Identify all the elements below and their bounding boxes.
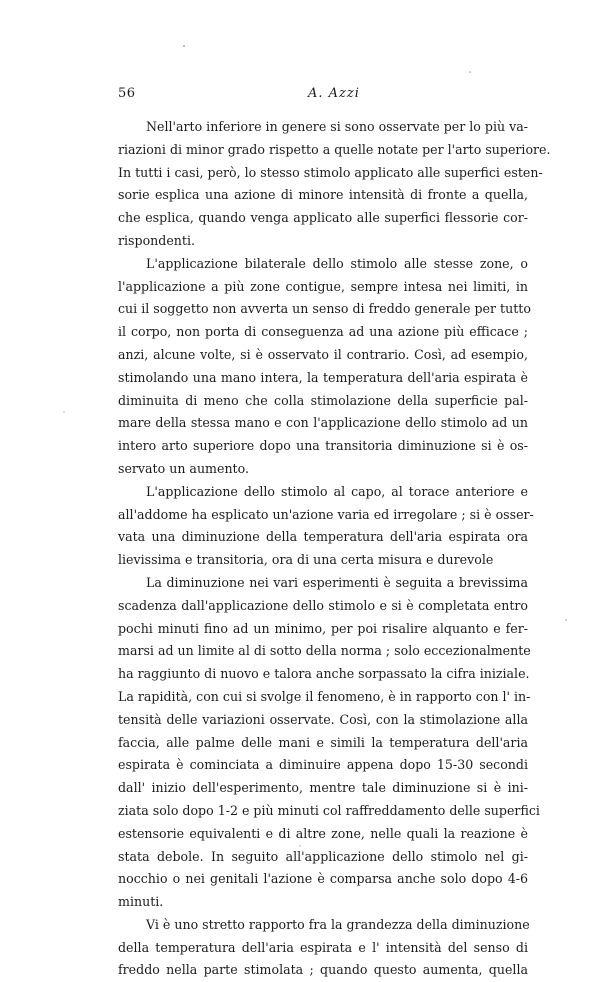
text-line: diminuita di meno che colla stimolazione della superficie pal- [118,392,528,408]
text-line: estensorie equivalenti e di altre zone, nelle quali la reazione è [118,825,528,841]
text-line: freddo nella parte stimolata ; quando questo aumenta, quella [118,962,528,978]
text-line: stata debole. In seguito all'applicazione dello stimolo nel gi- [118,848,528,864]
text-line: vata una diminuzione della temperatura dell'aria espirata ora [118,529,528,545]
running-head: A. Azzi [308,86,360,101]
paragraph [118,914,528,982]
text-line: nocchio o nei genitali l'azione è comparsa anche solo dopo 4-6 [118,871,528,887]
paragraph [118,481,534,572]
text-line: rispondenti. [118,232,195,248]
text-line: tensità delle variazioni osservate. Così, con la stimolazione alla [118,711,528,727]
paragraph [118,116,551,253]
text-line: lievissima e transitoria, ora di una certa misura e durevole [118,552,494,568]
text-line: faccia, alle palme delle mani e simili la temperatura dell'aria [118,734,528,750]
text-line: pochi minuti fino ad un minimo, per poi risalire alquanto e fer- [118,620,528,636]
text-line: espirata è cominciata a diminuire appena dopo 15-30 secondi [118,757,528,773]
text-line: mare della stessa mano e con l'applicazione dello stimolo ad un [118,415,528,431]
text-line: dall' inizio dell'esperimento, mentre tale diminuzione si è ini- [118,780,528,796]
text-line: intero arto superiore dopo una transitoria diminuzione si è os- [118,438,528,454]
text-line: ha raggiunto di nuovo e talora anche sorpassato la cifra iniziale. [118,666,530,682]
text-line: all'addome ha esplicato un'azione varia ed irregolare ; si è osser- [118,506,534,522]
text-line: stimolando una mano intera, la temperatura dell'aria espirata è [118,369,528,385]
text-line: marsi ad un limite al di sotto della norma ; solo eccezionalmente [118,643,531,659]
text-line: che esplica, quando venga applicato alle superfici flessorie cor- [118,210,528,226]
paragraph [118,572,540,914]
text-line: ziata solo dopo 1-2 e più minuti col raffreddamento delle superfici [118,802,540,818]
text-line: il corpo, non porta di conseguenza ad una azione più efficace ; [118,324,528,340]
paragraph [118,253,531,481]
text-line: della temperatura dell'aria espirata e l' intensità del senso di [118,939,528,955]
text-line: La diminuzione nei vari esperimenti è seguita a brevissima [146,574,528,590]
text-line: servato un aumento. [118,460,249,476]
text-line: In tutti i casi, però, lo stesso stimolo applicato alle superfici esten- [118,164,543,180]
text-line: La rapidità, con cui si svolge il fenomeno, è in rapporto con l' in- [118,688,531,704]
text-line: l'applicazione a più zone contigue, sempre intesa nei limiti, in [118,278,528,294]
text-line: L'applicazione bilaterale dello stimolo alle stesse zone, o [146,255,528,271]
text-line: scadenza dall'applicazione dello stimolo e si è completata entro [118,597,528,613]
text-line: sorie esplica una azione di minore intensità di fronte a quella, [118,187,528,203]
page-header [118,86,528,106]
text-line: L'applicazione dello stimolo al capo, al torace anteriore e [146,483,528,499]
text-line: Nell'arto inferiore in genere si sono osservate per lo più va- [146,119,528,134]
text-line: minuti. [118,894,164,910]
body-text [118,116,551,982]
text-line: cui il soggetto non avverta un senso di freddo generale per tutto [118,301,531,317]
text-line: anzi, alcune volte, si è osservato il contrario. Così, ad esempio, [118,346,528,362]
text-line: Vi è uno stretto rapporto fra la grandezza della diminuzione [146,916,530,932]
text-line: riazioni di minor grado rispetto a quelle notate per l'arto superiore. [118,141,551,157]
page-number: 56 [118,86,136,101]
